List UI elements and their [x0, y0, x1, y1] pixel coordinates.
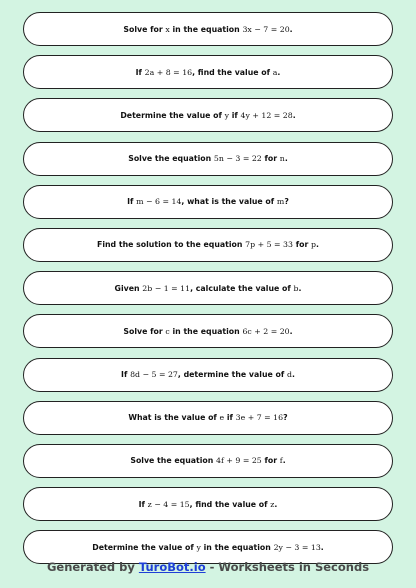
math-expression: c — [165, 326, 170, 336]
math-expression: y — [224, 110, 230, 120]
question-card — [23, 228, 393, 262]
question-text: Determine the value of — [120, 110, 225, 120]
question-text: . — [292, 110, 296, 120]
question-text: . — [291, 370, 295, 379]
question-text: Solve the equation — [130, 456, 217, 466]
math-expression: 8d − 5 = 27 — [130, 370, 178, 379]
turobot-link[interactable]: TuroBot.io — [138, 560, 206, 574]
math-expression: 3x − 7 = 20 — [242, 24, 290, 34]
question-text: . — [316, 240, 319, 250]
question-text: for — [292, 240, 312, 250]
question-text: Determine the value of — [92, 542, 197, 552]
question-text: What is the value of — [128, 413, 220, 423]
question-text: , what is the value of — [181, 197, 277, 207]
question-text: , find the value of — [192, 67, 273, 77]
question-text: in the equation — [169, 326, 243, 336]
math-expression: e — [219, 413, 225, 423]
question-card — [23, 98, 393, 132]
question-card — [23, 271, 393, 305]
footer — [0, 560, 416, 574]
question-card — [23, 444, 393, 478]
question-text: , find the value of — [189, 499, 271, 509]
question-text: ? — [284, 197, 289, 207]
question-text: . — [284, 154, 288, 164]
question-text: If — [127, 197, 137, 207]
question-text: . — [298, 283, 302, 293]
math-expression: n — [279, 154, 285, 164]
question-list — [23, 12, 393, 573]
math-expression: y — [196, 542, 201, 552]
question-card — [23, 358, 393, 392]
question-text: for — [261, 154, 280, 164]
math-expression: 7p + 5 = 33 — [245, 240, 293, 250]
question-text: , determine the value of — [177, 370, 287, 379]
question-text: . — [289, 326, 293, 336]
question-text: Given — [114, 283, 143, 293]
math-expression: p — [311, 240, 317, 250]
question-text: in the equation — [200, 542, 274, 552]
question-text: If — [121, 370, 131, 379]
math-expression: b — [293, 283, 299, 293]
math-expression: 2b − 1 = 11 — [142, 283, 191, 293]
question-text: Solve the equation — [128, 154, 214, 164]
math-expression: 4y + 12 = 28 — [240, 110, 293, 120]
question-text: Solve for — [123, 326, 166, 336]
question-card — [23, 55, 393, 89]
math-expression: 2a + 8 = 16 — [144, 67, 193, 77]
question-card — [23, 401, 393, 435]
question-card — [23, 487, 393, 521]
question-card — [23, 314, 393, 348]
question-card — [23, 142, 393, 176]
footer-suffix: - Worksheets in Seconds — [205, 560, 370, 574]
math-expression: 2y − 3 = 13 — [273, 542, 321, 552]
question-text: . — [289, 24, 293, 34]
question-card — [23, 185, 393, 219]
math-expression: m — [276, 197, 285, 207]
math-expression: f — [279, 456, 283, 466]
question-text: for — [261, 456, 280, 466]
question-text: Solve for — [123, 24, 166, 34]
question-card — [23, 12, 393, 46]
question-text: . — [320, 542, 324, 552]
math-expression: m − 6 = 14 — [136, 197, 182, 207]
question-text: Find the solution to the equation — [97, 240, 246, 250]
math-expression: a — [272, 67, 278, 77]
question-text: . — [274, 499, 278, 509]
question-text: . — [277, 67, 281, 77]
question-text: ? — [283, 413, 288, 423]
math-expression: 3e + 7 = 16 — [235, 413, 284, 423]
footer-prefix: Generated by — [46, 560, 139, 574]
math-expression: 4f + 9 = 25 — [216, 456, 262, 466]
math-expression: 6c + 2 = 20 — [242, 326, 290, 336]
question-text: if — [229, 110, 241, 120]
question-text: . — [282, 456, 286, 466]
math-expression: d — [286, 370, 292, 379]
math-expression: z − 4 = 15 — [147, 499, 190, 509]
math-expression: z — [270, 499, 275, 509]
question-text: , calculate the value of — [190, 283, 294, 293]
math-expression: 5n − 3 = 22 — [213, 154, 262, 164]
question-text: If — [138, 499, 148, 509]
question-text: if — [224, 413, 236, 423]
question-text: in the equation — [169, 24, 243, 34]
question-text: If — [135, 67, 145, 77]
math-expression: x — [165, 24, 170, 34]
